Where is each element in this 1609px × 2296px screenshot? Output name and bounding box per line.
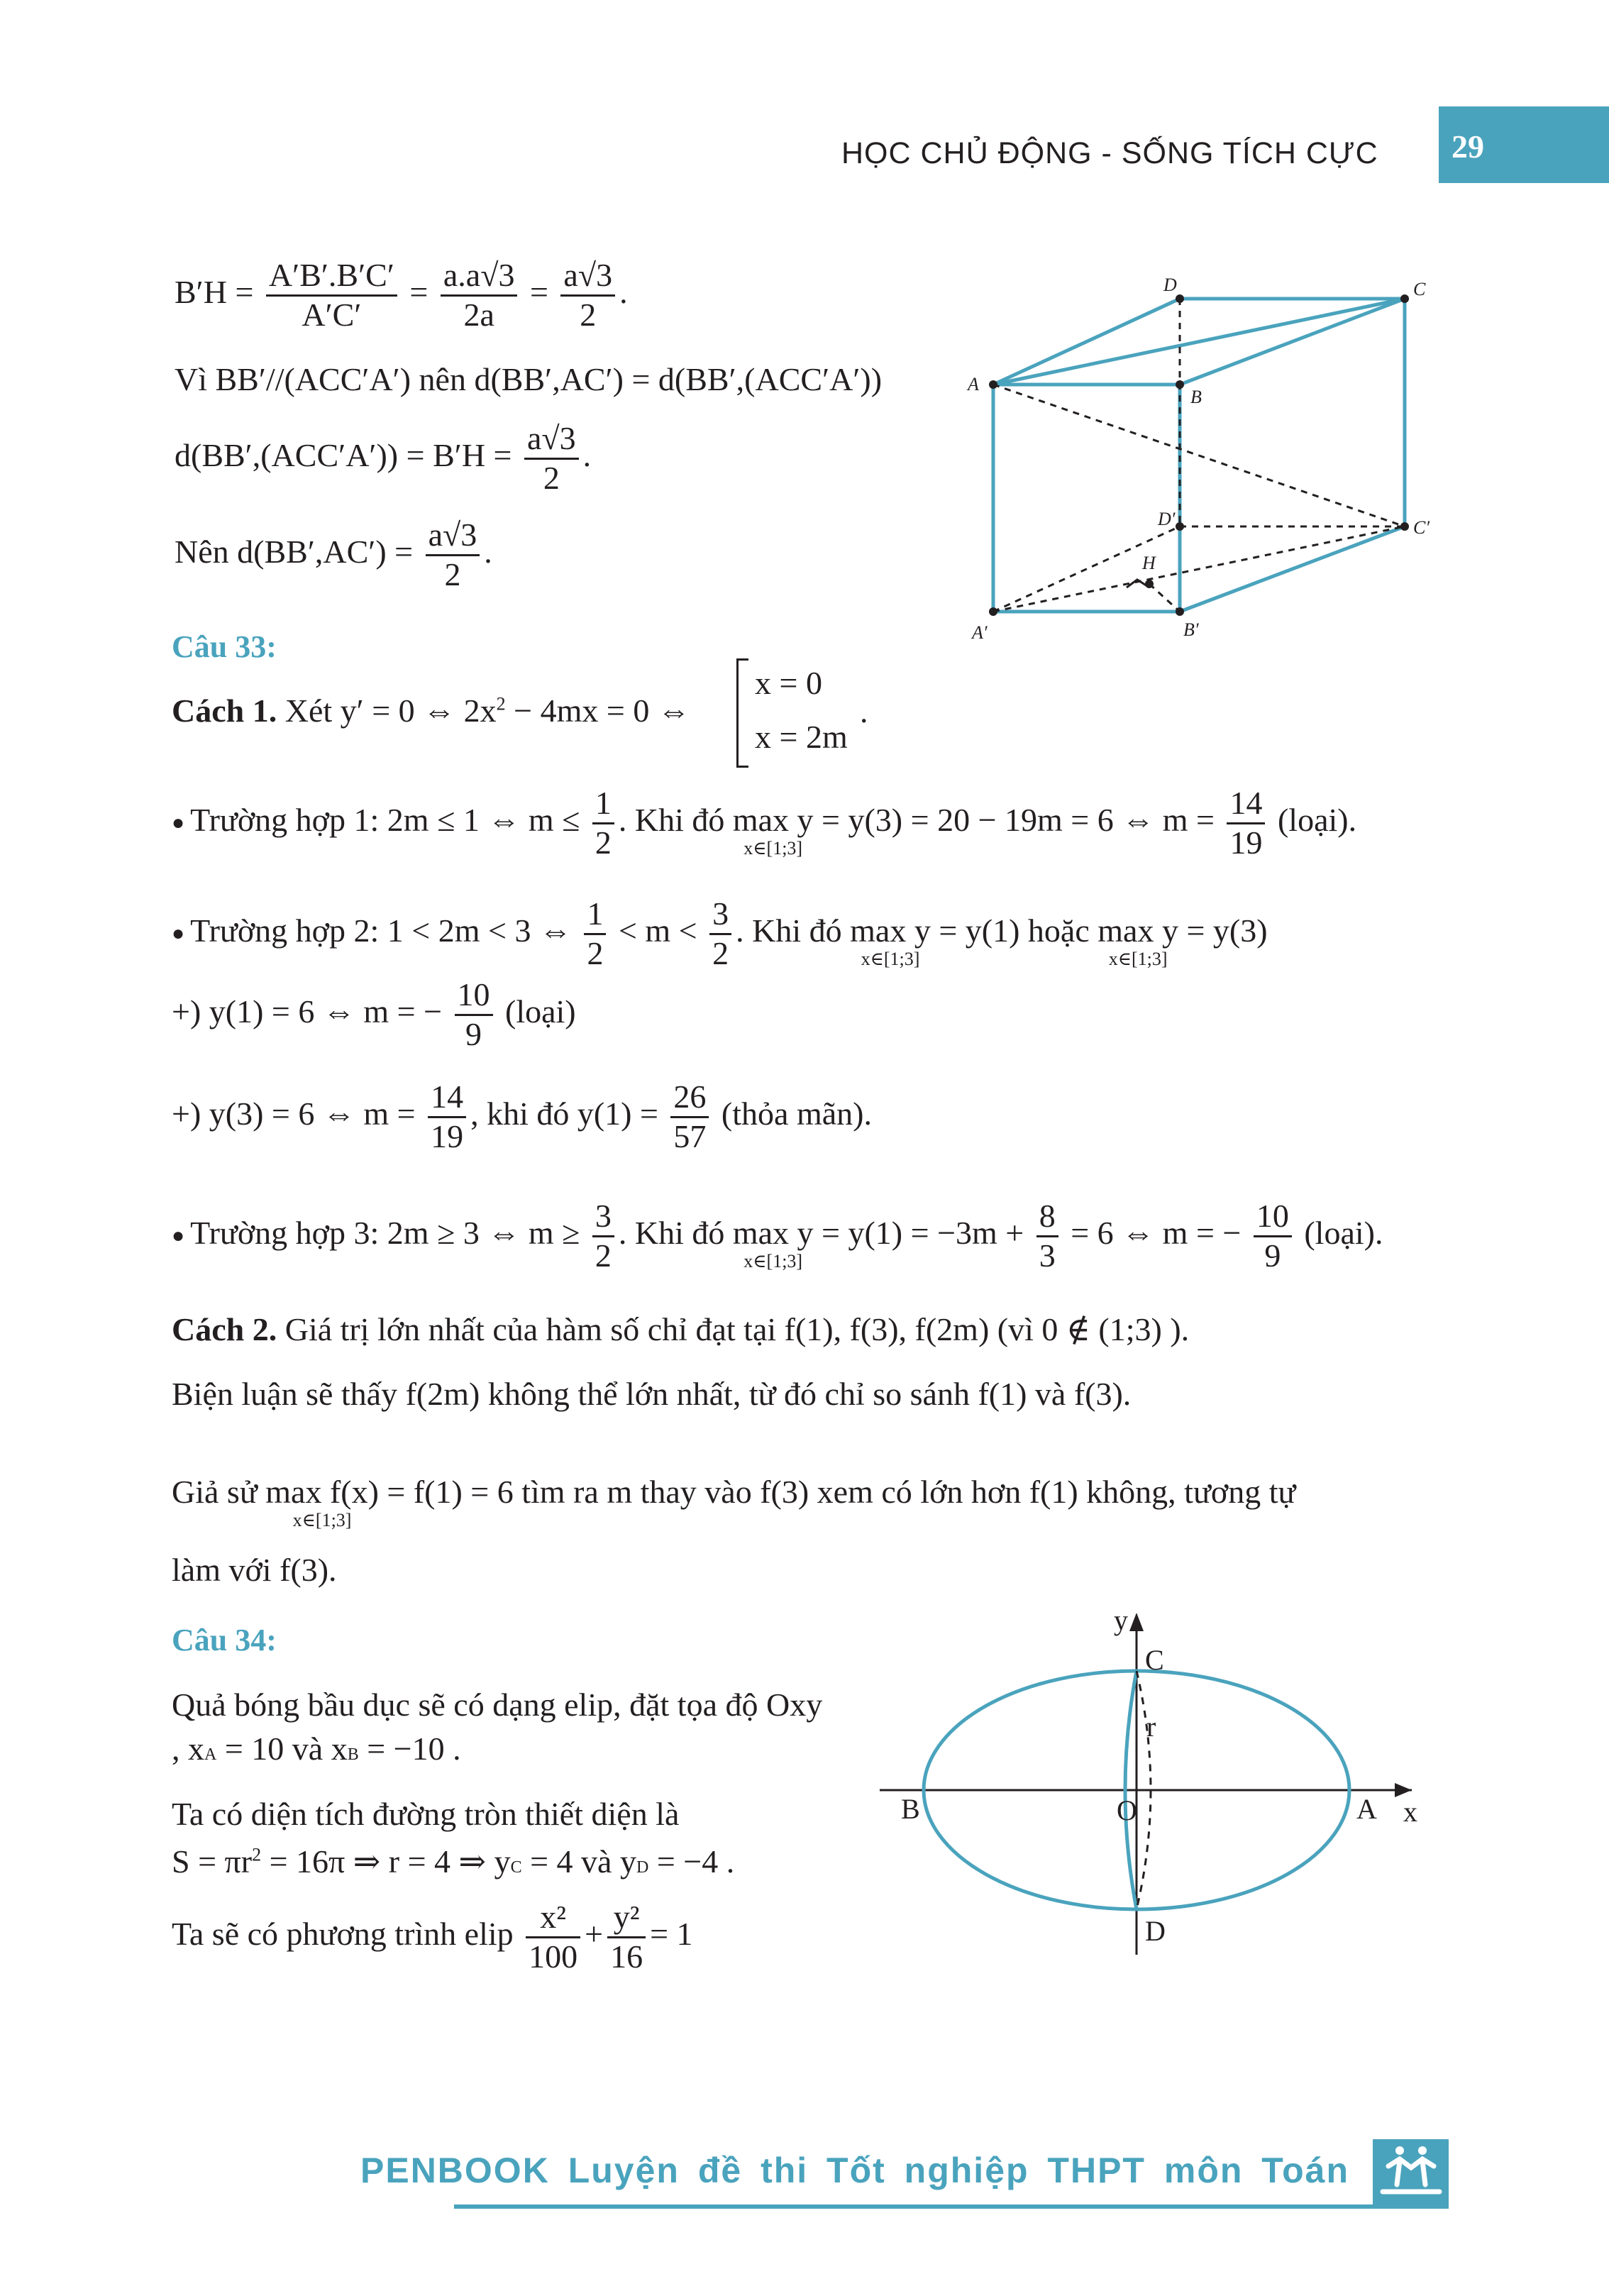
q33-method2-line2: Biện luận sẽ thấy f(2m) không thể lớn nhất, từ đó chỉ so sánh f(1) và f(3). bbox=[172, 1376, 1132, 1412]
point-label-o: O bbox=[1117, 1794, 1137, 1826]
q33-case-b: x = 2m bbox=[755, 719, 848, 755]
formula-bh: B′H = $\frac{A'B'.B'C'}{A'C'}$ = $\frac{a.a√3}{2a}$ = $\frac{a√3}{2}$ . bbox=[175, 257, 628, 333]
vertex-label-h: H bbox=[1142, 553, 1156, 573]
axis-label-y: y bbox=[1114, 1604, 1128, 1636]
q33-sub2: +) y(3) = 6 ⇔ m = $\frac{14}{19}$ , khi đó y(1) = $\frac{26}{57}$ (thỏa mãn). bbox=[172, 1078, 872, 1154]
vertex-label-d: D bbox=[1163, 275, 1177, 295]
point-label-c: C bbox=[1145, 1644, 1164, 1676]
vertex-label-a1: A′ bbox=[972, 622, 988, 643]
vertex-label-d1: D′ bbox=[1158, 509, 1176, 529]
formula-parallel: Vì BB′//(ACC′A′) nên d(BB′,AC′) = d(BB′,(ACC′A′)) bbox=[175, 361, 883, 397]
penbook-logo-icon bbox=[1373, 2139, 1449, 2204]
vertex-label-b1: B′ bbox=[1183, 619, 1199, 640]
q33-case-end: . bbox=[860, 693, 868, 729]
q34-para3: Ta sẽ có phương trình elip $\frac{\text{x²}}{100}$ + $\frac{\text{y²}}{16}$ = 1 bbox=[172, 1899, 693, 1975]
q33-sub1: +) y(1) = 6 ⇔ m = − $\frac{10}{9}$ (loại) bbox=[172, 976, 576, 1052]
vertex-label-c: C bbox=[1413, 279, 1426, 299]
q33-method1: Cách 1. Xét y′ = 0 ⇔ $2x^2 - 4mx = 0$ ⇔ bbox=[172, 692, 690, 729]
page-number: 29 bbox=[1452, 128, 1484, 165]
radius-label-r: r bbox=[1146, 1711, 1156, 1743]
q33-method2-line3: Giả sử max f(x) x∈[1;3] = f(1) = 6 tìm ra m thay vào f(3) xem có lớn hơn f(1) không, tương tự bbox=[172, 1474, 1296, 1530]
footer-title: PENBOOK Luyện đề thi Tốt nghiệp THPT môn Toán bbox=[360, 2151, 1350, 2190]
axis-label-x: x bbox=[1403, 1796, 1417, 1828]
cube-figure bbox=[965, 270, 1447, 646]
point-label-a: A bbox=[1356, 1793, 1377, 1825]
formula-distance: d(BB′,(ACC′A′)) = B′H = $\frac{a√3}{2}$ . bbox=[175, 420, 592, 496]
q33-method2: Cách 2. Giá trị lớn nhất của hàm số chỉ đạt tại f(1), f(3), f(2m) (vì 0 ∉ (1;3) ). bbox=[172, 1311, 1190, 1347]
case-bracket bbox=[736, 658, 748, 768]
q34-para1b: , xA = 10 và xB = −10 . bbox=[172, 1731, 461, 1767]
q33-case1: ● Trường hợp 1: 2m ≤ 1 ⇔ m ≤ $\frac{1}{2}$ . Khi đó max y x∈[1;3] = y(3) = 20 − 19m = 6 ⇔ m = $\frac{14}{19}$ (loại). bbox=[172, 785, 1357, 861]
ellipse-figure bbox=[873, 1600, 1440, 1976]
q34-para2b: $S = \pi r^2 = 16\pi$ ⇒ r = 4 ⇒ yC = 4 và yD = −4 . bbox=[172, 1843, 735, 1880]
q33-case3: ● Trường hợp 3: 2m ≥ 3 ⇔ m ≥ $\frac{3}{2}$ . Khi đó max y x∈[1;3] = y(1) = −3m + $\frac{8}{3}$ = 6 ⇔ m = − $\frac{10}{9}$ (loại). bbox=[172, 1198, 1383, 1274]
question-34-title: Câu 34: bbox=[172, 1623, 277, 1657]
q33-method2-line4: làm với f(3). bbox=[172, 1552, 337, 1588]
vertex-label-a: A bbox=[968, 374, 979, 394]
q33-case-a: x = 0 bbox=[755, 665, 822, 701]
point-label-d: D bbox=[1145, 1915, 1166, 1947]
q34-para1a: Quả bóng bầu dục sẽ có dạng elip, đặt tọa độ Oxy bbox=[172, 1687, 823, 1723]
q34-para2a: Ta có diện tích đường tròn thiết diện là bbox=[172, 1796, 680, 1832]
vertex-label-c1: C′ bbox=[1413, 517, 1430, 538]
vertex-label-b: B bbox=[1190, 387, 1202, 407]
running-header: HỌC CHỦ ĐỘNG - SỐNG TÍCH CỰC bbox=[841, 136, 1378, 170]
q33-case2: ● Trường hợp 2: 1 < 2m < 3 ⇔ $\frac{1}{2}$ < m < $\frac{3}{2}$ . Khi đó max y x∈[1;3] = y(1) hoặc max y x∈[1;3] = y(3) bbox=[172, 895, 1268, 971]
question-33-title: Câu 33: bbox=[172, 629, 277, 664]
formula-conclusion: Nên d(BB′,AC′) = $\frac{a√3}{2}$ . bbox=[175, 517, 492, 592]
point-label-b: B bbox=[901, 1793, 920, 1825]
footer-rule bbox=[454, 2204, 1449, 2209]
